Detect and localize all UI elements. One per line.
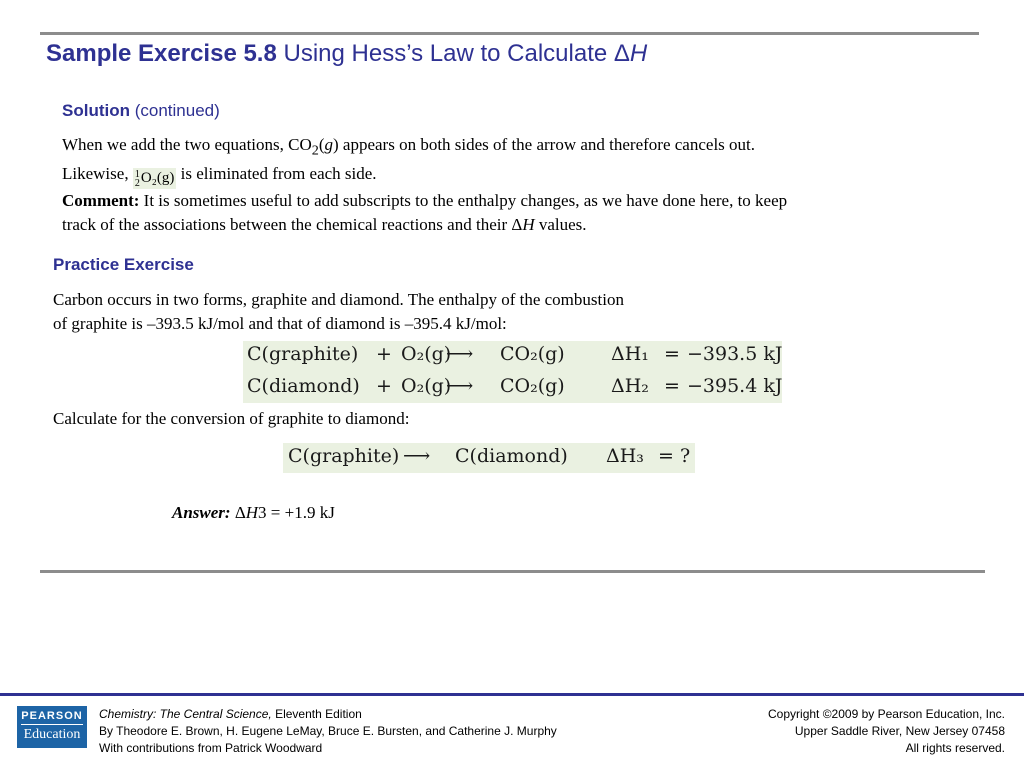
arrow-icon: ⟶ [446,375,474,397]
solution-heading-note: (continued) [134,101,220,120]
solution-line-4 [62,213,787,237]
o2-formula-text: O₂(g) [140,170,175,187]
equation-plus: + [376,343,392,365]
top-rule [40,32,979,35]
practice-line-2: of graphite is –393.5 kJ/mol and that of diamond is –395.4 kJ/mol: [53,314,507,333]
solution-heading-label: Solution [62,101,130,120]
solution-line-2 [62,162,787,189]
solution-line-1-a: When we add the two equations, CO [62,135,312,154]
fraction-numerator: 1 [134,169,140,181]
equation-oxygen: O₂(g) [401,343,452,365]
solution-paragraph [62,133,787,237]
conversion-enthalpy-value: ? [680,445,691,467]
solution-line-1-sub: 2 [311,142,319,159]
answer-var: H [245,503,259,522]
equation-reactant: C(diamond) [247,375,360,397]
bottom-rule [40,570,985,573]
footer-citation [99,706,557,757]
conversion-reactant: C(graphite) [288,445,400,467]
equation-enthalpy-value: −395.4 kJ [687,375,783,397]
solution-heading [62,101,220,121]
solution-line-4-b: values. [534,215,587,235]
conversion-equation [283,443,695,473]
equation-equals: = [664,375,680,397]
title-topic-var: H [629,40,648,67]
arrow-icon: ⟶ [446,343,474,365]
equation-enthalpy-symbol: ΔH₂ [611,375,649,397]
logo-divider [21,724,83,725]
footer-copyright-line: Copyright ©2009 by Pearson Education, Inc. [768,707,1005,721]
solution-line-4-var: H [522,215,535,235]
solution-line-2-b: is eliminated from each side. [176,164,377,184]
conversion-product: C(diamond) [455,445,568,467]
logo-top-text: PEARSON [21,710,83,722]
equation-product: CO₂(g) [500,343,565,365]
conversion-enthalpy-symbol: ΔH₃ [606,445,644,467]
solution-line-1-b: ( [318,135,325,154]
answer-value: 3 = +1.9 kJ [258,503,335,522]
practice-paragraph [53,288,624,336]
logo-bottom-text: Education [23,727,81,742]
solution-line-4-a: track of the associations between the chemical reactions and their Δ [62,215,523,235]
equation-oxygen: O₂(g) [401,375,452,397]
answer-label: Answer: [172,503,231,522]
calc-prompt: Calculate for the conversion of graphite to diamond: [53,409,410,428]
combustion-equations [243,341,782,403]
practice-line-1: Carbon occurs in two forms, graphite and diamond. The enthalpy of the combustion [53,290,624,309]
answer-delta: Δ [230,503,246,522]
equation-row-diamond [243,375,782,403]
solution-line-1-c: ) appears on both sides of the arrow and therefore cancels out. [333,135,756,154]
footer-contributions: With contributions from Patrick Woodward [99,741,323,755]
comment-line [62,189,787,213]
footer-book-line [99,706,557,723]
half-fraction [135,170,140,188]
equation-product: CO₂(g) [500,375,565,397]
footer-rule [0,693,1024,696]
conversion-equals: = [658,445,674,467]
equation-enthalpy-value: −393.5 kJ [687,343,783,365]
footer-edition: Eleventh Edition [271,707,362,721]
equation-plus: + [376,375,392,397]
comment-text: It is sometimes useful to add subscripts to the enthalpy changes, as we have done here, to keep [139,191,788,211]
page-title [46,40,647,68]
title-topic: Using Hess’s Law to Calculate Δ [283,40,630,67]
comment-label: Comment: [62,191,140,211]
footer-authors: By Theodore E. Brown, H. Eugene LeMay, Bruce E. Bursten, and Catherine J. Murphy [99,724,557,738]
footer-copyright [768,706,1005,757]
answer-line [172,503,335,523]
equation-reactant: C(graphite) [247,343,359,365]
practice-heading [53,255,194,275]
pearson-logo [17,706,87,748]
solution-line-1-g: g [324,135,333,154]
arrow-icon: ⟶ [403,445,431,467]
equation-enthalpy-symbol: ΔH₁ [611,343,649,365]
practice-heading-label: Practice Exercise [53,255,194,274]
solution-line-2-a: Likewise, [62,164,129,184]
conversion-row [283,445,695,473]
half-o2-formula [133,168,177,189]
title-exercise: Sample Exercise 5.8 [46,40,277,67]
footer-address: Upper Saddle River, New Jersey 07458 [794,724,1005,738]
footer-rights: All rights reserved. [905,741,1005,755]
solution-line-1 [62,133,787,162]
footer-book-title: Chemistry: The Central Science, [99,707,272,721]
equation-equals: = [664,343,680,365]
fraction-denominator: 2 [134,178,140,190]
equation-row-graphite [243,343,782,371]
